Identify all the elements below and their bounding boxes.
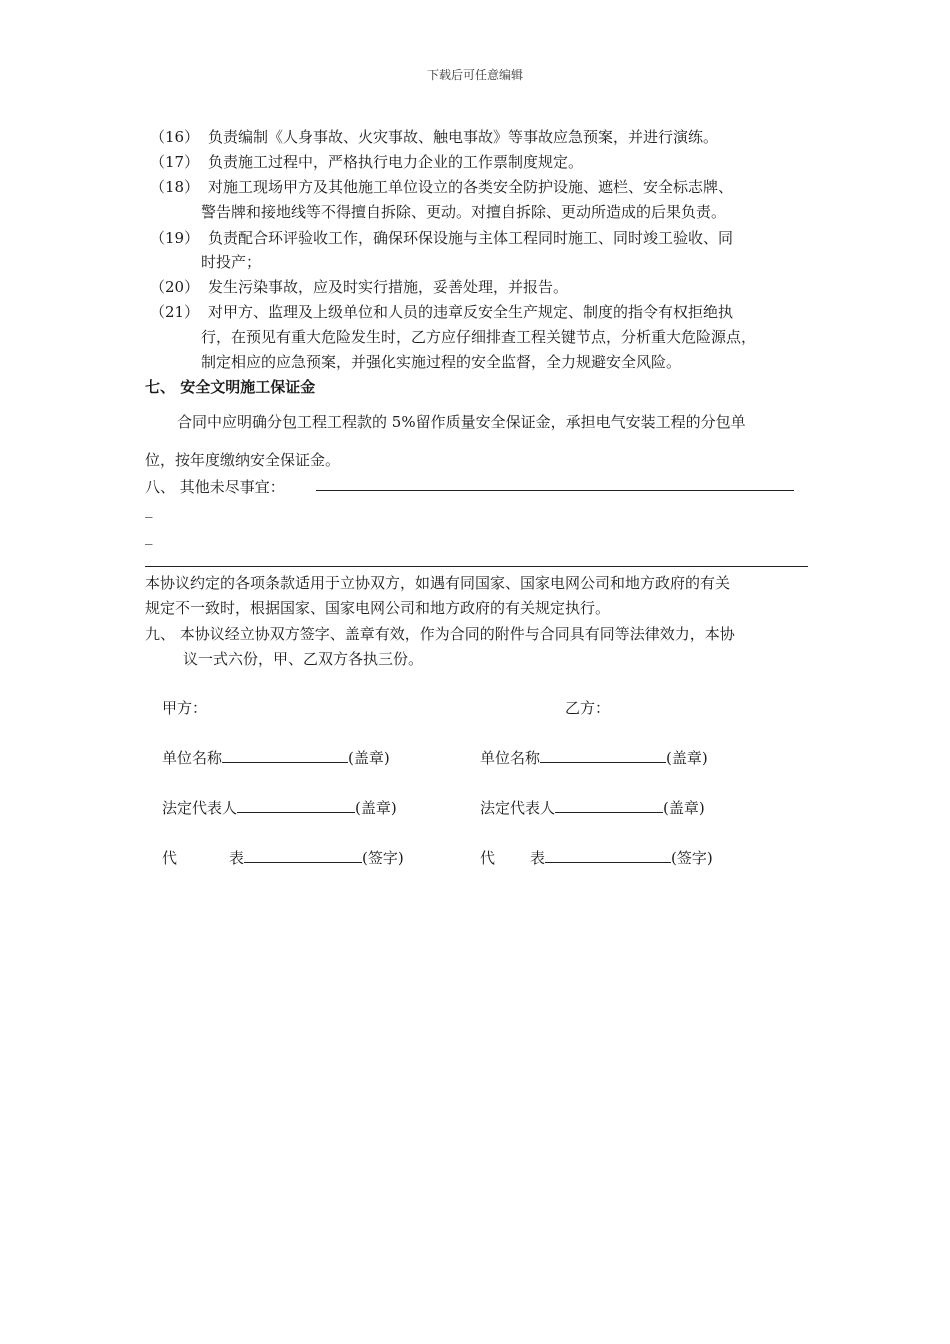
seal-label: (盖章): [348, 749, 390, 767]
legal-rep-blank[interactable]: [555, 798, 663, 813]
item-text: 负责施工过程中，严格执行电力企业的工作票制度规定。: [208, 153, 584, 171]
section-7-title: 七、 安全文明施工保证金: [145, 378, 316, 396]
item-text-continued: 时投产；: [201, 253, 262, 271]
list-item-19: [150, 228, 733, 248]
representative-blank[interactable]: [244, 848, 362, 863]
unit-name-blank[interactable]: [222, 748, 348, 763]
section-8-label: 八、 其他未尽事宜：: [145, 478, 285, 496]
item-text: 发生污染事故，应及时实行措施，妥善处理，并报告。: [208, 278, 569, 296]
item-number: （20）: [150, 278, 200, 296]
party-b-label: 乙方：: [565, 699, 611, 717]
unit-name-blank[interactable]: [540, 748, 666, 763]
item-number: （18）: [150, 178, 200, 196]
section-9-paragraph-continued: 议一式六份，甲、乙双方各执三份。: [183, 650, 424, 668]
seal-label: (盖章): [666, 749, 708, 767]
fill-in-line: [316, 476, 794, 491]
rep-label-char: 表: [229, 849, 245, 867]
sign-label: (签字): [362, 849, 404, 867]
item-text: 负责编制《人身事故、火灾事故、触电事故》等事故应急预案，并进行演练。: [208, 128, 719, 146]
party-a-representative-row: [162, 848, 404, 868]
list-item-18: [150, 177, 733, 197]
divider-line: [145, 566, 808, 567]
item-text: 对甲方、监理及上级单位和人员的违章反安全生产规定、制度的指令有权拒绝执: [208, 303, 734, 321]
sign-label: (签字): [671, 849, 713, 867]
unit-name-label: 单位名称: [162, 749, 223, 767]
rep-label-char: 表: [530, 849, 546, 867]
item-number: （16）: [150, 128, 200, 146]
party-b-unit-name-row: [480, 748, 708, 768]
item-number: （21）: [150, 303, 200, 321]
legal-rep-blank[interactable]: [237, 798, 355, 813]
seal-label: (盖章): [355, 799, 397, 817]
list-item-17: [150, 152, 583, 172]
party-a-unit-name-row: [162, 748, 390, 768]
seal-label: (盖章): [663, 799, 705, 817]
clause-paragraph-continued: 规定不一致时，根据国家、国家电网公司和地方政府的有关规定执行。: [145, 599, 611, 617]
item-number: （17）: [150, 153, 200, 171]
representative-blank[interactable]: [545, 848, 671, 863]
section-7-paragraph-continued: 位，按年度缴纳安全保证金。: [145, 451, 341, 469]
section-7-paragraph: 合同中应明确分包工程工程款的 5%留作质量安全保证金，承担电气安装工程的分包单: [177, 413, 746, 431]
clause-paragraph: 本协议约定的各项条款适用于立协双方，如遇有同国家、国家电网公司和地方政府的有关: [145, 574, 731, 592]
list-item-21: [150, 302, 733, 322]
item-text-continued: 制定相应的应急预案，并强化实施过程的安全监督，全力规避安全风险。: [201, 353, 682, 371]
party-b-representative-row: [480, 848, 713, 868]
list-item-20: [150, 277, 568, 297]
unit-name-label: 单位名称: [480, 749, 541, 767]
item-text: 对施工现场甲方及其他施工单位设立的各类安全防护设施、遮栏、安全标志牌、: [208, 178, 734, 196]
section-9-paragraph: 九、 本协议经立协双方签字、盖章有效，作为合同的附件与合同具有同等法律效力，本协: [145, 625, 735, 643]
legal-rep-label: 法定代表人: [162, 799, 238, 817]
rep-label-char: 代: [480, 849, 496, 867]
list-item-16: [150, 127, 718, 147]
blank-dash: _: [145, 527, 153, 545]
rep-label-char: 代: [162, 849, 178, 867]
party-b-legal-rep-row: [480, 798, 705, 818]
party-a-legal-rep-row: [162, 798, 397, 818]
item-number: （19）: [150, 229, 200, 247]
party-a-label: 甲方：: [162, 699, 208, 717]
legal-rep-label: 法定代表人: [480, 799, 556, 817]
page-header: 下载后可任意编辑: [426, 68, 523, 82]
blank-dash: _: [145, 500, 153, 518]
item-text-continued: 行，在预见有重大危险发生时，乙方应仔细排查工程关键节点，分析重大危险源点，: [201, 328, 757, 346]
item-text: 负责配合环评验收工作，确保环保设施与主体工程同时施工、同时竣工验收、同: [208, 229, 734, 247]
item-text-continued: 警告牌和接地线等不得擅自拆除、更动。对擅自拆除、更动所造成的后果负责。: [201, 203, 727, 221]
